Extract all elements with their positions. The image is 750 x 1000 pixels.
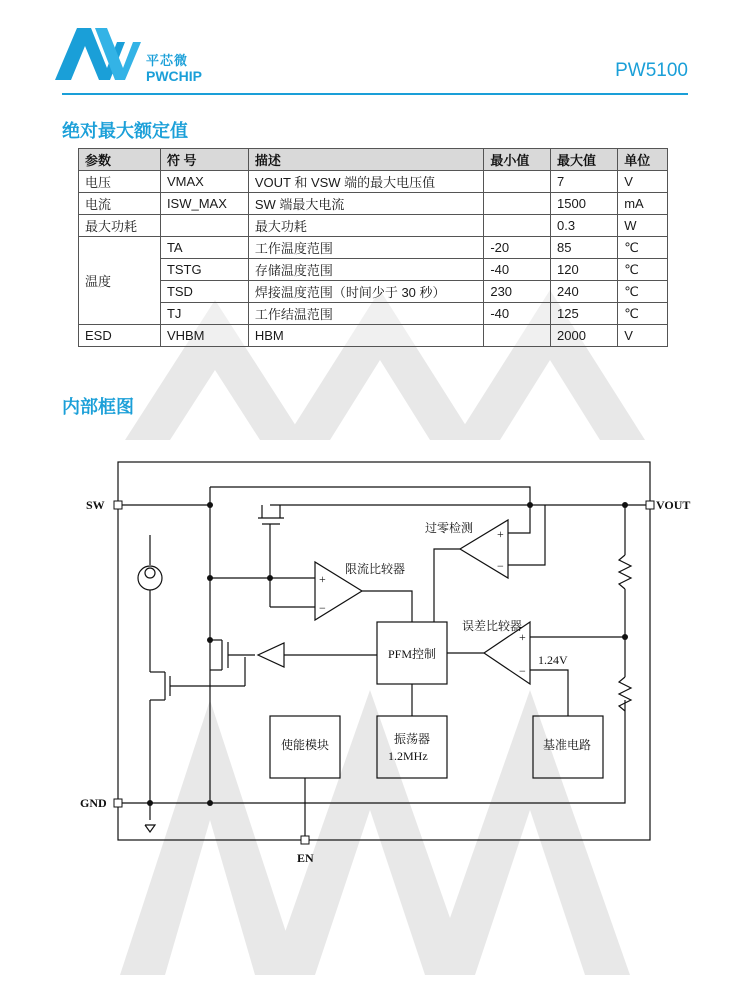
table-header-row	[79, 149, 668, 171]
cell-unit: ℃	[618, 303, 668, 325]
cell-min: 230	[484, 281, 551, 303]
chip-outline	[118, 462, 650, 840]
cell-unit: ℃	[618, 237, 668, 259]
logo-english-name: PWCHIP	[146, 68, 202, 84]
col-header-min: 最小值	[484, 149, 551, 171]
sw-pin	[114, 501, 122, 509]
page-header	[0, 0, 750, 100]
label-pfm: PFM控制	[388, 647, 437, 661]
cell-max: 85	[551, 237, 618, 259]
abs-max-table	[78, 148, 668, 347]
cell-symbol	[160, 215, 248, 237]
sign-plus: +	[497, 527, 504, 541]
vout-pin	[646, 501, 654, 509]
table-row	[79, 215, 668, 237]
cell-param: 最大功耗	[79, 215, 161, 237]
pwchip-logo-icon	[55, 22, 145, 84]
table-row	[79, 237, 668, 259]
cell-param-temperature: 温度	[79, 237, 161, 325]
label-current-limit: 限流比较器	[345, 562, 406, 576]
pin-label-vout: VOUT	[656, 498, 691, 512]
cell-min	[484, 215, 551, 237]
col-header-desc: 描述	[248, 149, 484, 171]
cell-symbol: TSD	[160, 281, 248, 303]
cell-param: ESD	[79, 325, 161, 347]
label-reference-block: 基准电路	[543, 738, 592, 752]
cell-unit: V	[618, 325, 668, 347]
table-row	[79, 325, 668, 347]
header-divider	[62, 93, 688, 95]
sw-rail	[118, 505, 210, 803]
block-diagram-section-title: 内部框图	[62, 397, 134, 418]
table-row	[79, 193, 668, 215]
label-zero-cross: 过零检测	[425, 521, 474, 535]
pin-label-en: EN	[297, 851, 314, 865]
cell-min: -20	[484, 237, 551, 259]
en-pin	[301, 836, 309, 844]
gnd-pin	[114, 799, 122, 807]
label-oscillator: 振荡器	[394, 732, 431, 746]
cell-min	[484, 325, 551, 347]
cell-max: 0.3	[551, 215, 618, 237]
cell-min: -40	[484, 259, 551, 281]
label-error-amp: 误差比较器	[462, 619, 523, 633]
cell-max: 1500	[551, 193, 618, 215]
label-enable-block: 使能模块	[281, 738, 330, 752]
cell-symbol: TA	[160, 237, 248, 259]
cell-symbol: TJ	[160, 303, 248, 325]
cell-desc: HBM	[248, 325, 484, 347]
sign-plus: +	[519, 630, 526, 644]
col-header-param: 参数	[79, 149, 161, 171]
cell-max: 125	[551, 303, 618, 325]
cell-symbol: TSTG	[160, 259, 248, 281]
cell-desc: VOUT 和 VSW 端的最大电压值	[248, 171, 484, 193]
abs-max-section-title: 绝对最大额定值	[62, 121, 188, 142]
table-row	[79, 281, 668, 303]
col-header-symbol: 符 号	[160, 149, 248, 171]
sign-minus: −	[497, 559, 504, 573]
sign-plus: +	[319, 572, 326, 586]
part-number: PW5100	[615, 60, 688, 81]
cell-desc: SW 端最大电流	[248, 193, 484, 215]
gate-driver-icon	[258, 643, 284, 667]
cell-desc: 工作温度范围	[248, 237, 484, 259]
pin-label-gnd: GND	[80, 796, 107, 810]
cell-max: 120	[551, 259, 618, 281]
cell-min: -40	[484, 303, 551, 325]
cell-unit: ℃	[618, 259, 668, 281]
cell-desc: 最大功耗	[248, 215, 484, 237]
table-row	[79, 303, 668, 325]
cell-desc: 焊接温度范围（时间少于 30 秒）	[248, 281, 484, 303]
cell-param: 电流	[79, 193, 161, 215]
table-row	[79, 171, 668, 193]
sign-minus: −	[519, 664, 526, 678]
cell-unit: V	[618, 171, 668, 193]
block-diagram	[0, 440, 750, 880]
label-vref: 1.24V	[538, 653, 568, 667]
logo-chinese-name: 平芯微	[146, 54, 189, 69]
resistor-upper-icon	[619, 555, 631, 589]
cell-unit: ℃	[618, 281, 668, 303]
cell-max: 7	[551, 171, 618, 193]
cell-min	[484, 171, 551, 193]
ground-symbol-icon	[145, 825, 155, 832]
cell-min	[484, 193, 551, 215]
cell-symbol: VMAX	[160, 171, 248, 193]
table-row	[79, 259, 668, 281]
cell-param: 电压	[79, 171, 161, 193]
sign-minus: −	[319, 601, 326, 615]
col-header-max: 最大值	[551, 149, 618, 171]
cell-max: 2000	[551, 325, 618, 347]
cell-unit: mA	[618, 193, 668, 215]
label-oscillator-freq: 1.2MHz	[388, 749, 428, 763]
pin-label-sw: SW	[86, 498, 105, 512]
cell-max: 240	[551, 281, 618, 303]
col-header-unit: 单位	[618, 149, 668, 171]
zero-cross-feed	[210, 487, 530, 505]
cell-unit: W	[618, 215, 668, 237]
cell-desc: 工作结温范围	[248, 303, 484, 325]
oscillator-block	[377, 716, 447, 778]
cell-desc: 存储温度范围	[248, 259, 484, 281]
cell-symbol: VHBM	[160, 325, 248, 347]
cell-symbol: ISW_MAX	[160, 193, 248, 215]
